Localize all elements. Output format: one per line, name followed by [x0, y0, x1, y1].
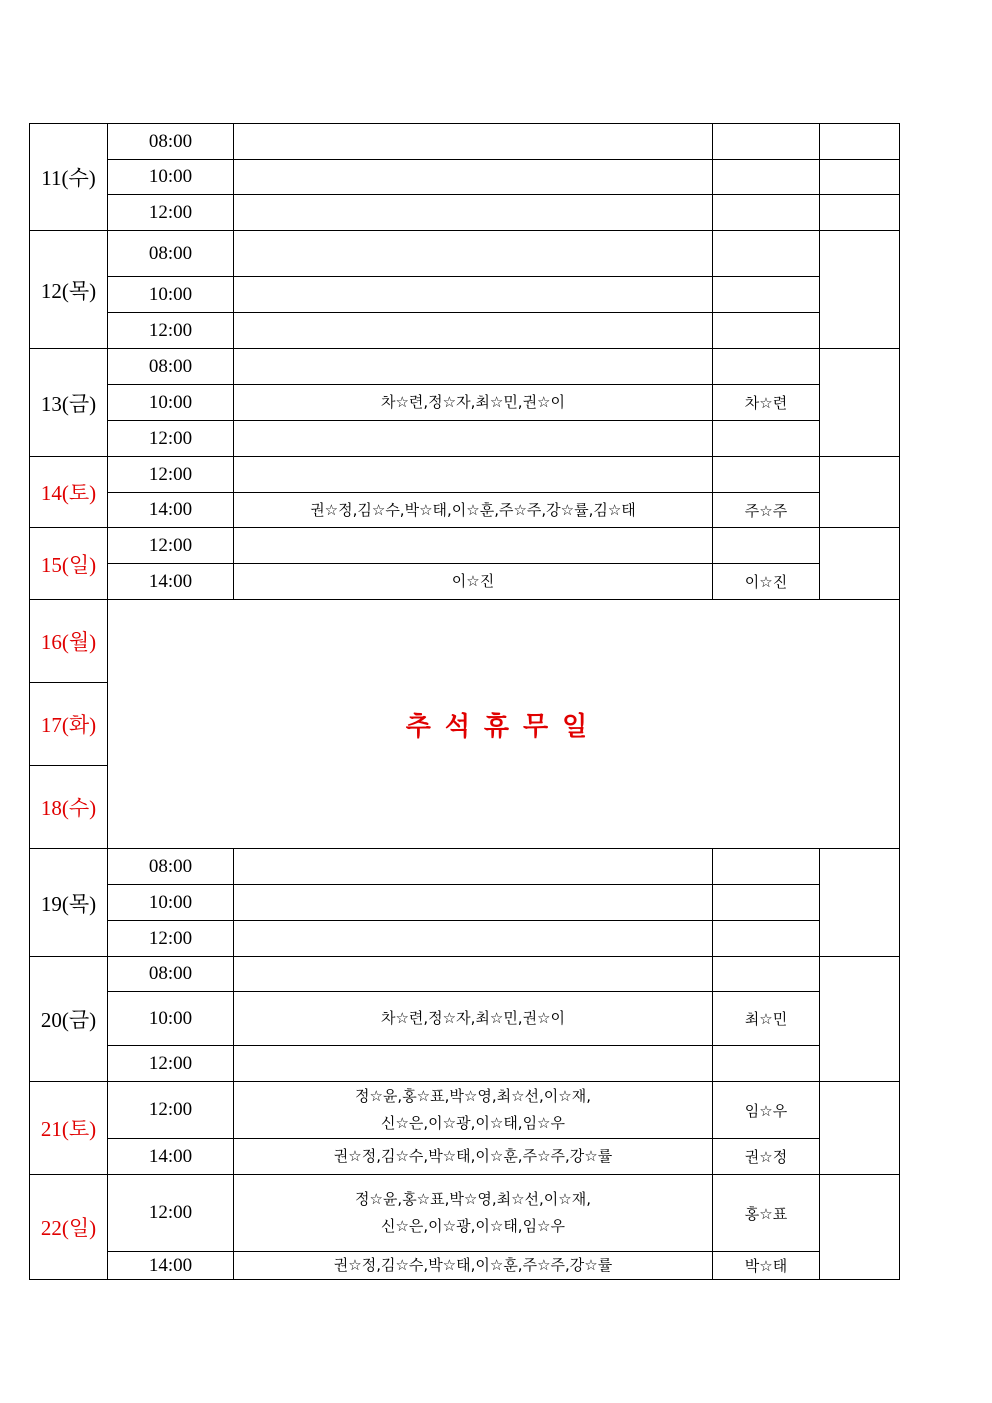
time-cell: 10:00	[108, 885, 234, 921]
table-row	[30, 457, 900, 493]
leader-cell	[713, 277, 820, 313]
time-cell: 08:00	[108, 231, 234, 277]
leader-cell	[713, 349, 820, 385]
time-cell: 12:00	[108, 528, 234, 564]
names-line: 정☆윤,홍☆표,박☆영,최☆선,이☆재,	[355, 1087, 591, 1105]
note-cell	[820, 349, 900, 457]
note-cell	[820, 849, 900, 957]
time-cell: 12:00	[108, 421, 234, 457]
names-cell	[234, 349, 713, 385]
leader-cell	[713, 457, 820, 493]
day-cell: 13(금)	[30, 349, 108, 457]
time-cell: 08:00	[108, 849, 234, 885]
day-cell: 16(월)	[30, 600, 108, 683]
names-cell	[234, 957, 713, 992]
day-cell: 18(수)	[30, 766, 108, 849]
day-cell: 14(토)	[30, 457, 108, 528]
leader-cell: 주☆주	[713, 493, 820, 528]
day-cell: 19(목)	[30, 849, 108, 957]
table-row	[30, 231, 900, 277]
names-cell: 권☆정,김☆수,박☆태,이☆훈,주☆주,강☆률	[234, 1139, 713, 1175]
table-row	[30, 195, 900, 231]
time-cell: 08:00	[108, 349, 234, 385]
names-cell	[234, 1082, 713, 1139]
time-cell: 12:00	[108, 921, 234, 957]
time-cell: 08:00	[108, 124, 234, 160]
leader-cell	[713, 849, 820, 885]
names-cell	[234, 1046, 713, 1082]
table-row	[30, 885, 900, 921]
names-cell: 차☆련,정☆자,최☆민,권☆이	[234, 992, 713, 1046]
names-cell: 이☆진	[234, 564, 713, 600]
table-row	[30, 564, 900, 600]
leader-cell: 박☆태	[713, 1252, 820, 1280]
time-cell: 08:00	[108, 957, 234, 992]
day-cell: 12(목)	[30, 231, 108, 349]
note-cell	[820, 231, 900, 349]
table-row	[30, 1175, 900, 1252]
day-cell: 15(일)	[30, 528, 108, 600]
note-cell	[820, 957, 900, 1082]
time-cell: 10:00	[108, 385, 234, 421]
leader-cell	[713, 528, 820, 564]
leader-cell	[713, 957, 820, 992]
time-cell: 14:00	[108, 1252, 234, 1280]
schedule-table	[29, 123, 900, 1280]
day-cell: 17(화)	[30, 683, 108, 766]
leader-cell	[713, 313, 820, 349]
note-cell	[820, 1175, 900, 1280]
leader-cell	[713, 160, 820, 195]
table-row	[30, 160, 900, 195]
table-row	[30, 493, 900, 528]
note-cell	[820, 1082, 900, 1175]
note-cell	[820, 528, 900, 600]
table-row	[30, 1139, 900, 1175]
table-row	[30, 957, 900, 992]
leader-cell	[713, 195, 820, 231]
names-cell: 권☆정,김☆수,박☆태,이☆훈,주☆주,강☆률,김☆태	[234, 493, 713, 528]
time-cell: 12:00	[108, 1082, 234, 1139]
time-cell: 12:00	[108, 195, 234, 231]
table-row	[30, 528, 900, 564]
leader-cell	[713, 421, 820, 457]
time-cell: 14:00	[108, 493, 234, 528]
names-line: 신☆은,이☆광,이☆태,임☆우	[380, 1217, 565, 1235]
table-row	[30, 385, 900, 421]
table-row	[30, 313, 900, 349]
leader-cell: 최☆민	[713, 992, 820, 1046]
time-cell: 10:00	[108, 277, 234, 313]
day-cell: 11(수)	[30, 124, 108, 231]
leader-cell	[713, 124, 820, 160]
names-line: 신☆은,이☆광,이☆태,임☆우	[380, 1114, 565, 1132]
names-cell	[234, 195, 713, 231]
leader-cell	[713, 921, 820, 957]
names-cell	[234, 921, 713, 957]
table-row	[30, 277, 900, 313]
day-cell: 22(일)	[30, 1175, 108, 1280]
day-cell: 20(금)	[30, 957, 108, 1082]
names-cell	[234, 1175, 713, 1252]
names-cell	[234, 160, 713, 195]
note-cell	[820, 124, 900, 160]
table-row	[30, 1252, 900, 1280]
time-cell: 14:00	[108, 564, 234, 600]
time-cell: 12:00	[108, 1175, 234, 1252]
table-row	[30, 992, 900, 1046]
time-cell: 12:00	[108, 457, 234, 493]
time-cell: 12:00	[108, 313, 234, 349]
names-cell	[234, 124, 713, 160]
leader-cell	[713, 231, 820, 277]
table-row	[30, 600, 900, 683]
holiday-banner: 추석휴무일	[108, 600, 900, 849]
leader-cell: 차☆련	[713, 385, 820, 421]
table-row	[30, 1046, 900, 1082]
note-cell	[820, 457, 900, 528]
table-row	[30, 124, 900, 160]
names-cell	[234, 885, 713, 921]
names-cell	[234, 457, 713, 493]
note-cell	[820, 195, 900, 231]
leader-cell: 이☆진	[713, 564, 820, 600]
note-cell	[820, 160, 900, 195]
time-cell: 10:00	[108, 160, 234, 195]
leader-cell: 권☆정	[713, 1139, 820, 1175]
time-cell: 10:00	[108, 992, 234, 1046]
names-line: 정☆윤,홍☆표,박☆영,최☆선,이☆재,	[355, 1190, 591, 1208]
table-row	[30, 349, 900, 385]
time-cell: 12:00	[108, 1046, 234, 1082]
table-row	[30, 1082, 900, 1139]
names-cell	[234, 528, 713, 564]
names-cell	[234, 849, 713, 885]
names-cell: 권☆정,김☆수,박☆태,이☆훈,주☆주,강☆률	[234, 1252, 713, 1280]
names-cell	[234, 421, 713, 457]
leader-cell: 임☆우	[713, 1082, 820, 1139]
leader-cell	[713, 885, 820, 921]
table-row	[30, 421, 900, 457]
names-cell	[234, 277, 713, 313]
leader-cell	[713, 1046, 820, 1082]
time-cell: 14:00	[108, 1139, 234, 1175]
day-cell: 21(토)	[30, 1082, 108, 1175]
leader-cell: 홍☆표	[713, 1175, 820, 1252]
table-row	[30, 849, 900, 885]
names-cell	[234, 231, 713, 277]
table-row	[30, 921, 900, 957]
names-cell	[234, 313, 713, 349]
names-cell: 차☆련,정☆자,최☆민,권☆이	[234, 385, 713, 421]
